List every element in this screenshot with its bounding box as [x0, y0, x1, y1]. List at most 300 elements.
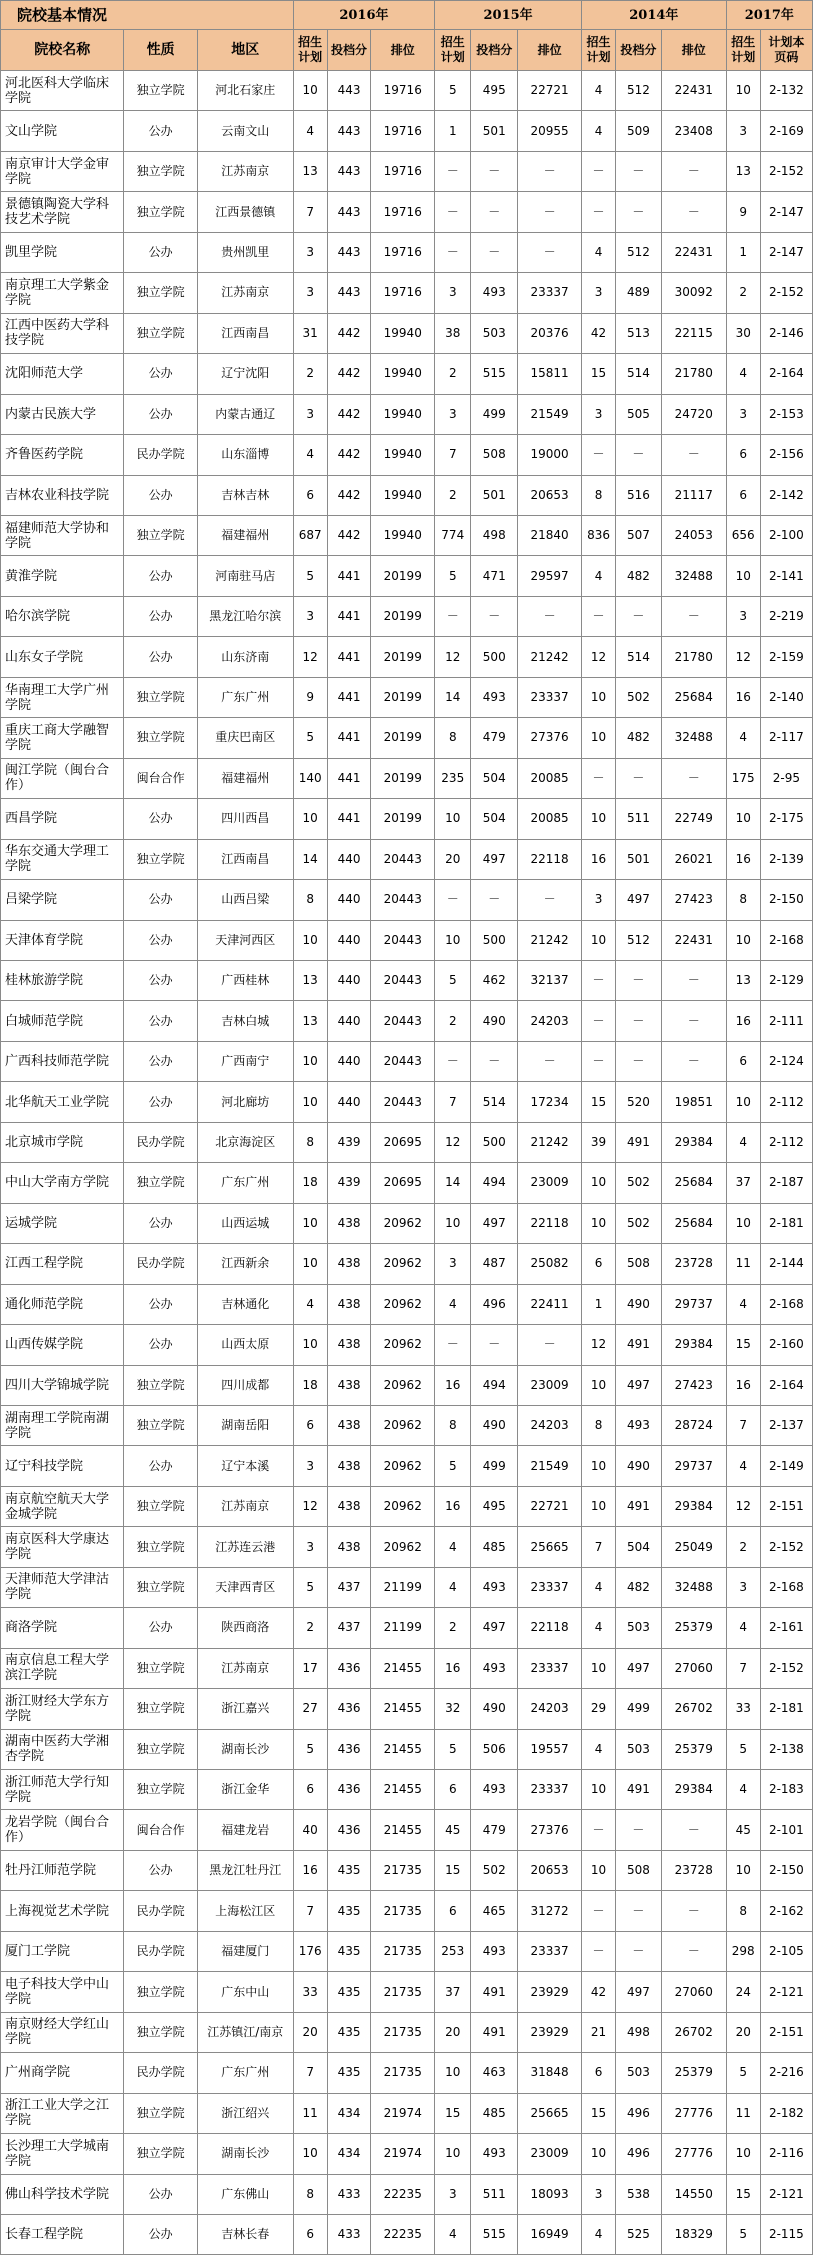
cell-nature: 民办学院: [124, 1931, 197, 1971]
cell-score-2016: 442: [327, 313, 371, 353]
table-row: [1, 1972, 813, 2012]
cell-score-2015: 493: [471, 677, 518, 717]
cell-rank-2016: 20962: [371, 1446, 435, 1486]
cell-score-2016: 435: [327, 1891, 371, 1931]
cell-rank-2015: 25082: [518, 1244, 582, 1284]
cell-region: 江苏南京: [197, 151, 293, 191]
cell-score-2014: －: [616, 1891, 662, 1931]
cell-rank-2015: 22118: [518, 1203, 582, 1243]
cell-score-2014: 491: [616, 1770, 662, 1810]
cell-rank-2016: 20962: [371, 1284, 435, 1324]
cell-rank-2014: 28724: [661, 1405, 726, 1445]
cell-nature: 独立学院: [124, 718, 197, 758]
cell-score-2015: 479: [471, 718, 518, 758]
cell-plan-2015: 235: [435, 758, 471, 798]
cell-nature: 公办: [124, 1325, 197, 1365]
cell-plan-2014: －: [582, 151, 616, 191]
col-header-plan-2017: 招生计划: [726, 30, 760, 71]
cell-plan-2015: －: [435, 880, 471, 920]
cell-score-2015: 493: [471, 273, 518, 313]
cell-plan-2016: 8: [293, 880, 327, 920]
cell-nature: 民办学院: [124, 1122, 197, 1162]
cell-plan-2016: 6: [293, 475, 327, 515]
cell-plan-2017: 11: [726, 1244, 760, 1284]
table-row: [1, 799, 813, 839]
cell-plan-2015: 4: [435, 1527, 471, 1567]
cell-page-2017: 2-150: [760, 1850, 812, 1890]
cell-nature: 公办: [124, 2174, 197, 2214]
table-row: [1, 111, 813, 151]
cell-score-2014: －: [616, 192, 662, 232]
table-row: [1, 313, 813, 353]
cell-score-2014: 482: [616, 718, 662, 758]
cell-rank-2014: －: [661, 1891, 726, 1931]
cell-page-2017: 2-168: [760, 920, 812, 960]
cell-plan-2015: 4: [435, 1567, 471, 1607]
cell-rank-2016: 20199: [371, 556, 435, 596]
cell-score-2015: 471: [471, 556, 518, 596]
cell-plan-2014: 42: [582, 1972, 616, 2012]
cell-plan-2017: 1: [726, 232, 760, 272]
cell-plan-2016: 3: [293, 1446, 327, 1486]
cell-score-2015: －: [471, 232, 518, 272]
cell-plan-2017: 10: [726, 1203, 760, 1243]
cell-plan-2015: 774: [435, 515, 471, 555]
cell-plan-2017: 15: [726, 1325, 760, 1365]
cell-plan-2015: 7: [435, 1082, 471, 1122]
cell-page-2017: 2-159: [760, 637, 812, 677]
cell-rank-2014: －: [661, 1931, 726, 1971]
cell-rank-2014: 25684: [661, 1203, 726, 1243]
cell-score-2014: 507: [616, 515, 662, 555]
cell-plan-2017: 15: [726, 2174, 760, 2214]
cell-region: 浙江金华: [197, 1770, 293, 1810]
cell-score-2015: 479: [471, 1810, 518, 1850]
cell-rank-2016: 20962: [371, 1365, 435, 1405]
cell-region: 山东济南: [197, 637, 293, 677]
cell-plan-2014: 4: [582, 1729, 616, 1769]
cell-score-2016: 436: [327, 1810, 371, 1850]
cell-plan-2016: 11: [293, 2093, 327, 2133]
cell-rank-2016: 21455: [371, 1810, 435, 1850]
cell-plan-2015: 4: [435, 1284, 471, 1324]
cell-page-2017: 2-95: [760, 758, 812, 798]
cell-score-2016: 442: [327, 435, 371, 475]
cell-score-2014: 493: [616, 1405, 662, 1445]
cell-rank-2015: 21242: [518, 920, 582, 960]
cell-score-2014: －: [616, 758, 662, 798]
cell-score-2014: －: [616, 1810, 662, 1850]
cell-page-2017: 2-142: [760, 475, 812, 515]
cell-score-2016: 435: [327, 1931, 371, 1971]
cell-plan-2015: 2: [435, 1608, 471, 1648]
cell-plan-2017: 4: [726, 1770, 760, 1810]
cell-plan-2015: 14: [435, 677, 471, 717]
cell-plan-2016: 10: [293, 1082, 327, 1122]
cell-name: 商洛学院: [1, 1608, 124, 1648]
cell-nature: 独立学院: [124, 2134, 197, 2174]
cell-rank-2016: 20199: [371, 637, 435, 677]
cell-score-2015: 494: [471, 1163, 518, 1203]
cell-plan-2016: 13: [293, 1001, 327, 1041]
cell-plan-2017: 10: [726, 1082, 760, 1122]
cell-score-2015: 500: [471, 920, 518, 960]
cell-name: 江西中医药大学科技学院: [1, 313, 124, 353]
cell-region: 广东广州: [197, 1163, 293, 1203]
cell-page-2017: 2-115: [760, 2215, 812, 2255]
cell-region: 天津西青区: [197, 1567, 293, 1607]
cell-plan-2014: 4: [582, 111, 616, 151]
cell-region: 重庆巴南区: [197, 718, 293, 758]
cell-rank-2016: 21735: [371, 1931, 435, 1971]
cell-rank-2016: 19716: [371, 192, 435, 232]
cell-rank-2015: 25665: [518, 1527, 582, 1567]
cell-region: 吉林通化: [197, 1284, 293, 1324]
cell-rank-2014: 22431: [661, 232, 726, 272]
cell-rank-2014: 25379: [661, 1608, 726, 1648]
cell-rank-2015: 27376: [518, 718, 582, 758]
cell-nature: 独立学院: [124, 515, 197, 555]
cell-region: 广东佛山: [197, 2174, 293, 2214]
cell-name: 南京信息工程大学滨江学院: [1, 1648, 124, 1688]
cell-rank-2014: 26702: [661, 2012, 726, 2052]
cell-page-2017: 2-101: [760, 1810, 812, 1850]
cell-score-2014: 512: [616, 232, 662, 272]
cell-score-2016: 443: [327, 273, 371, 313]
cell-score-2016: 438: [327, 1244, 371, 1284]
cell-rank-2014: －: [661, 435, 726, 475]
cell-rank-2014: 23408: [661, 111, 726, 151]
cell-page-2017: 2-112: [760, 1122, 812, 1162]
cell-rank-2014: －: [661, 151, 726, 191]
cell-plan-2016: 10: [293, 71, 327, 111]
cell-plan-2016: 17: [293, 1648, 327, 1688]
cell-region: 辽宁沈阳: [197, 354, 293, 394]
cell-score-2015: 462: [471, 960, 518, 1000]
cell-score-2015: 490: [471, 1001, 518, 1041]
cell-nature: 独立学院: [124, 1163, 197, 1203]
cell-nature: 独立学院: [124, 71, 197, 111]
cell-plan-2016: 7: [293, 1891, 327, 1931]
cell-page-2017: 2-150: [760, 880, 812, 920]
cell-plan-2017: 16: [726, 1365, 760, 1405]
cell-score-2016: 436: [327, 1729, 371, 1769]
cell-nature: 民办学院: [124, 2053, 197, 2093]
cell-name: 华东交通大学理工学院: [1, 839, 124, 879]
cell-rank-2014: 22431: [661, 71, 726, 111]
cell-region: 云南文山: [197, 111, 293, 151]
cell-score-2015: －: [471, 1325, 518, 1365]
cell-name: 龙岩学院（闽台合作）: [1, 1810, 124, 1850]
cell-score-2015: 508: [471, 435, 518, 475]
cell-plan-2014: 42: [582, 313, 616, 353]
cell-plan-2014: 10: [582, 1203, 616, 1243]
cell-rank-2014: －: [661, 192, 726, 232]
cell-rank-2016: 21974: [371, 2093, 435, 2133]
cell-nature: 公办: [124, 475, 197, 515]
cell-plan-2016: 4: [293, 111, 327, 151]
cell-plan-2015: 6: [435, 1891, 471, 1931]
cell-score-2016: 443: [327, 192, 371, 232]
table-row: [1, 1850, 813, 1890]
cell-plan-2016: 10: [293, 1244, 327, 1284]
cell-score-2015: －: [471, 192, 518, 232]
cell-score-2016: 440: [327, 839, 371, 879]
cell-plan-2014: 10: [582, 1770, 616, 1810]
cell-plan-2017: 656: [726, 515, 760, 555]
cell-rank-2015: 22118: [518, 839, 582, 879]
cell-plan-2015: 14: [435, 1163, 471, 1203]
table-row: [1, 1244, 813, 1284]
cell-page-2017: 2-182: [760, 2093, 812, 2133]
cell-plan-2015: 15: [435, 1850, 471, 1890]
cell-rank-2014: 27776: [661, 2134, 726, 2174]
cell-score-2014: 509: [616, 111, 662, 151]
cell-plan-2014: 10: [582, 1365, 616, 1405]
cell-plan-2016: 20: [293, 2012, 327, 2052]
cell-rank-2015: 20653: [518, 475, 582, 515]
cell-rank-2015: 32137: [518, 960, 582, 1000]
cell-plan-2016: 18: [293, 1163, 327, 1203]
cell-plan-2014: 15: [582, 354, 616, 394]
cell-page-2017: 2-160: [760, 1325, 812, 1365]
cell-plan-2014: 836: [582, 515, 616, 555]
year-header-2017: 2017年: [726, 1, 812, 30]
cell-plan-2014: 4: [582, 1567, 616, 1607]
cell-rank-2016: 20443: [371, 880, 435, 920]
cell-region: 广西桂林: [197, 960, 293, 1000]
cell-region: 山西运城: [197, 1203, 293, 1243]
cell-rank-2015: 19557: [518, 1729, 582, 1769]
cell-rank-2016: 20443: [371, 1041, 435, 1081]
cell-rank-2014: 29384: [661, 1486, 726, 1526]
table-row: [1, 1689, 813, 1729]
cell-nature: 公办: [124, 880, 197, 920]
cell-rank-2014: 26021: [661, 839, 726, 879]
cell-nature: 公办: [124, 232, 197, 272]
cell-nature: 公办: [124, 1082, 197, 1122]
cell-rank-2016: 21199: [371, 1608, 435, 1648]
cell-rank-2016: 20443: [371, 1082, 435, 1122]
cell-rank-2016: 19716: [371, 151, 435, 191]
cell-rank-2016: 19716: [371, 111, 435, 151]
cell-score-2016: 443: [327, 232, 371, 272]
cell-score-2015: 514: [471, 1082, 518, 1122]
cell-score-2014: 491: [616, 1122, 662, 1162]
cell-score-2015: 485: [471, 1527, 518, 1567]
cell-plan-2015: 37: [435, 1972, 471, 2012]
cell-plan-2015: 2: [435, 1001, 471, 1041]
cell-rank-2015: 18093: [518, 2174, 582, 2214]
cell-nature: 公办: [124, 1608, 197, 1648]
cell-score-2015: 499: [471, 1446, 518, 1486]
cell-region: 贵州凯里: [197, 232, 293, 272]
cell-name: 四川大学锦城学院: [1, 1365, 124, 1405]
col-header-score-2015: 投档分: [471, 30, 518, 71]
cell-rank-2016: 20962: [371, 1203, 435, 1243]
cell-plan-2015: 5: [435, 1446, 471, 1486]
cell-region: 天津河西区: [197, 920, 293, 960]
cell-nature: 民办学院: [124, 435, 197, 475]
cell-name: 闽江学院（闽台合作）: [1, 758, 124, 798]
cell-name: 电子科技大学中山学院: [1, 1972, 124, 2012]
year-header-2015: 2015年: [435, 1, 582, 30]
table-row: [1, 1446, 813, 1486]
cell-nature: 公办: [124, 1850, 197, 1890]
cell-page-2017: 2-146: [760, 313, 812, 353]
table-row: [1, 677, 813, 717]
cell-rank-2015: 23337: [518, 273, 582, 313]
cell-name: 运城学院: [1, 1203, 124, 1243]
cell-plan-2016: 12: [293, 637, 327, 677]
cell-page-2017: 2-151: [760, 2012, 812, 2052]
cell-page-2017: 2-137: [760, 1405, 812, 1445]
cell-score-2014: 502: [616, 677, 662, 717]
cell-nature: 独立学院: [124, 313, 197, 353]
cell-page-2017: 2-183: [760, 1770, 812, 1810]
cell-plan-2015: 45: [435, 1810, 471, 1850]
cell-rank-2015: 24203: [518, 1405, 582, 1445]
cell-score-2016: 433: [327, 2174, 371, 2214]
cell-score-2014: 514: [616, 354, 662, 394]
table-row: [1, 1810, 813, 1850]
cell-score-2015: 501: [471, 111, 518, 151]
cell-rank-2014: 29737: [661, 1446, 726, 1486]
cell-plan-2015: －: [435, 1041, 471, 1081]
cell-score-2014: 538: [616, 2174, 662, 2214]
cell-plan-2016: 687: [293, 515, 327, 555]
cell-plan-2015: 20: [435, 839, 471, 879]
cell-plan-2016: 10: [293, 1203, 327, 1243]
cell-page-2017: 2-116: [760, 2134, 812, 2174]
cell-plan-2014: 15: [582, 2093, 616, 2133]
cell-plan-2017: 175: [726, 758, 760, 798]
cell-plan-2015: －: [435, 596, 471, 636]
table-row: [1, 394, 813, 434]
cell-plan-2017: 9: [726, 192, 760, 232]
cell-rank-2014: 27060: [661, 1972, 726, 2012]
cell-rank-2014: 29384: [661, 1325, 726, 1365]
cell-plan-2015: 10: [435, 2134, 471, 2174]
cell-page-2017: 2-156: [760, 435, 812, 475]
cell-score-2015: 499: [471, 394, 518, 434]
cell-score-2016: 437: [327, 1608, 371, 1648]
cell-name: 湖南中医药大学湘杏学院: [1, 1729, 124, 1769]
cell-plan-2017: 298: [726, 1931, 760, 1971]
cell-rank-2014: 32488: [661, 1567, 726, 1607]
cell-name: 北华航天工业学院: [1, 1082, 124, 1122]
cell-plan-2016: 8: [293, 1122, 327, 1162]
col-header-name: 院校名称: [1, 30, 124, 71]
cell-region: 四川成都: [197, 1365, 293, 1405]
cell-score-2014: 505: [616, 394, 662, 434]
cell-rank-2015: 21242: [518, 637, 582, 677]
cell-region: 上海松江区: [197, 1891, 293, 1931]
cell-rank-2016: 19716: [371, 232, 435, 272]
cell-score-2016: 441: [327, 799, 371, 839]
cell-rank-2015: 21549: [518, 394, 582, 434]
cell-nature: 公办: [124, 111, 197, 151]
cell-rank-2016: 21199: [371, 1567, 435, 1607]
cell-rank-2016: 20962: [371, 1244, 435, 1284]
table-row: [1, 1284, 813, 1324]
cell-score-2014: 502: [616, 1203, 662, 1243]
cell-score-2016: 441: [327, 596, 371, 636]
cell-rank-2016: 22235: [371, 2215, 435, 2255]
cell-score-2016: 438: [327, 1405, 371, 1445]
cell-name: 哈尔滨学院: [1, 596, 124, 636]
cell-plan-2017: 7: [726, 1648, 760, 1688]
cell-score-2014: －: [616, 1001, 662, 1041]
cell-score-2015: －: [471, 1041, 518, 1081]
cell-score-2016: 440: [327, 1041, 371, 1081]
cell-score-2016: 443: [327, 71, 371, 111]
cell-rank-2015: 31848: [518, 2053, 582, 2093]
cell-page-2017: 2-187: [760, 1163, 812, 1203]
cell-plan-2014: 4: [582, 1608, 616, 1648]
cell-plan-2016: 40: [293, 1810, 327, 1850]
col-header-plan-2014: 招生计划: [582, 30, 616, 71]
table-row: [1, 1770, 813, 1810]
table-row: [1, 192, 813, 232]
cell-region: 黑龙江哈尔滨: [197, 596, 293, 636]
cell-rank-2015: 31272: [518, 1891, 582, 1931]
cell-plan-2014: －: [582, 1891, 616, 1931]
cell-plan-2014: 10: [582, 1648, 616, 1688]
cell-plan-2016: 33: [293, 1972, 327, 2012]
cell-plan-2015: －: [435, 192, 471, 232]
cell-score-2015: 495: [471, 1486, 518, 1526]
cell-region: 辽宁本溪: [197, 1446, 293, 1486]
cell-plan-2014: 4: [582, 71, 616, 111]
cell-plan-2016: 2: [293, 354, 327, 394]
table-row: [1, 1122, 813, 1162]
cell-plan-2016: 14: [293, 839, 327, 879]
cell-score-2015: 502: [471, 1850, 518, 1890]
cell-rank-2014: －: [661, 596, 726, 636]
cell-plan-2017: 24: [726, 1972, 760, 2012]
cell-plan-2017: 8: [726, 880, 760, 920]
cell-rank-2014: 30092: [661, 273, 726, 313]
cell-nature: 公办: [124, 354, 197, 394]
table-row: [1, 1001, 813, 1041]
cell-score-2015: 490: [471, 1689, 518, 1729]
cell-score-2015: 498: [471, 515, 518, 555]
table-row: [1, 1325, 813, 1365]
cell-plan-2017: 3: [726, 394, 760, 434]
cell-rank-2014: 25379: [661, 1729, 726, 1769]
cell-rank-2016: 20695: [371, 1122, 435, 1162]
cell-name: 南京理工大学紫金学院: [1, 273, 124, 313]
cell-score-2016: 438: [327, 1203, 371, 1243]
cell-score-2016: 435: [327, 2012, 371, 2052]
cell-rank-2016: 20443: [371, 839, 435, 879]
cell-score-2014: 482: [616, 1567, 662, 1607]
cell-plan-2017: 10: [726, 920, 760, 960]
cell-name: 山西传媒学院: [1, 1325, 124, 1365]
cell-score-2014: －: [616, 435, 662, 475]
cell-score-2015: －: [471, 880, 518, 920]
cell-plan-2016: 10: [293, 799, 327, 839]
table-row: [1, 839, 813, 879]
cell-score-2015: 504: [471, 758, 518, 798]
cell-plan-2015: 1: [435, 111, 471, 151]
cell-name: 浙江工业大学之江学院: [1, 2093, 124, 2133]
cell-rank-2014: 21780: [661, 637, 726, 677]
table-row: [1, 1567, 813, 1607]
cell-score-2016: 440: [327, 880, 371, 920]
cell-plan-2015: 4: [435, 2215, 471, 2255]
